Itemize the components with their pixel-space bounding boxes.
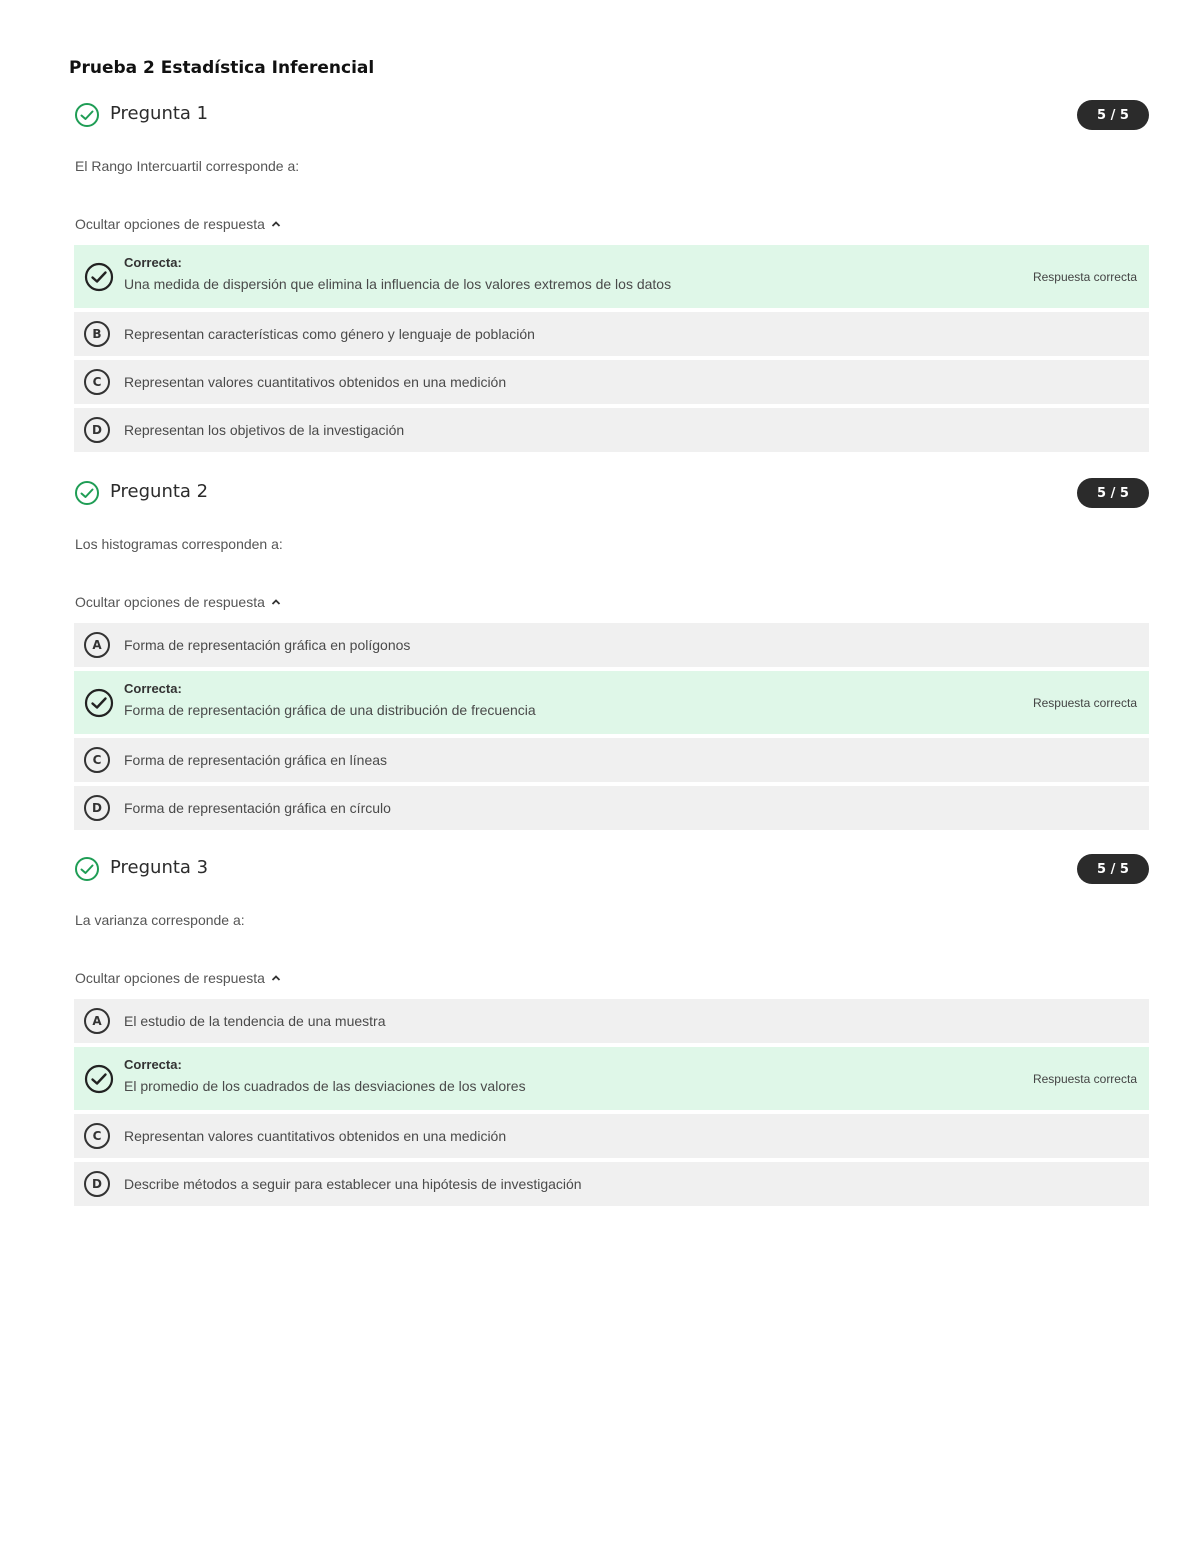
option-text: El promedio de los cuadrados de las desviaciones de los valores <box>124 1078 526 1094</box>
option-text: Describe métodos a seguir para establecer una hipótesis de investigación <box>124 1176 582 1192</box>
score-badge: 5 / 5 <box>1077 478 1149 508</box>
question-2 <box>74 478 1149 816</box>
question-1 <box>74 100 1149 438</box>
option-letter-icon: B <box>84 321 110 347</box>
check-circle-icon <box>84 1064 114 1094</box>
option-letter-icon: D <box>84 795 110 821</box>
toggle-options-button[interactable] <box>75 594 281 610</box>
correct-tag: Correcta: <box>124 255 182 270</box>
page-title: Prueba 2 Estadística Inferencial <box>69 58 375 78</box>
check-circle-icon <box>84 262 114 292</box>
score-badge: 5 / 5 <box>1077 100 1149 130</box>
check-circle-icon <box>74 102 100 128</box>
question-text: El Rango Intercuartil corresponde a: <box>75 158 300 174</box>
question-text: Los histogramas corresponden a: <box>75 536 283 552</box>
chevron-up-icon <box>271 974 281 982</box>
toggle-options-label: Ocultar opciones de respuesta <box>75 594 265 610</box>
option-letter-icon: A <box>84 1008 110 1034</box>
correct-answer-content <box>124 681 536 718</box>
option-text: Forma de representación gráfica en círculo <box>124 800 391 816</box>
answer-option-correct[interactable] <box>74 245 1149 308</box>
correct-answer-flag: Respuesta correcta <box>1032 269 1137 284</box>
correct-tag: Correcta: <box>124 681 182 696</box>
option-text: Representan valores cuantitativos obtenidos en una medición <box>124 1128 507 1144</box>
answer-option[interactable] <box>74 999 1149 1043</box>
check-circle-icon <box>74 480 100 506</box>
option-text: El estudio de la tendencia de una muestra <box>124 1013 386 1029</box>
answer-option[interactable] <box>74 408 1149 452</box>
question-header <box>74 100 1149 132</box>
toggle-options-label: Ocultar opciones de respuesta <box>75 970 265 986</box>
correct-answer-content <box>124 1057 526 1094</box>
correct-answer-flag: Respuesta correcta <box>1032 695 1137 710</box>
question-header <box>74 478 1149 510</box>
option-text: Forma de representación gráfica en líneas <box>124 752 388 768</box>
answer-options <box>74 623 1149 834</box>
option-text: Representan los objetivos de la investigación <box>124 422 405 438</box>
toggle-options-label: Ocultar opciones de respuesta <box>75 216 265 232</box>
answer-option[interactable] <box>74 786 1149 830</box>
toggle-options-button[interactable] <box>75 216 281 232</box>
option-text: Forma de representación gráfica en polígonos <box>124 637 411 653</box>
answer-option[interactable] <box>74 623 1149 667</box>
answer-option[interactable] <box>74 312 1149 356</box>
score-badge: 5 / 5 <box>1077 854 1149 884</box>
answer-option[interactable] <box>74 1162 1149 1206</box>
option-text: Forma de representación gráfica de una distribución de frecuencia <box>124 702 536 718</box>
answer-options <box>74 999 1149 1210</box>
option-text: Una medida de dispersión que elimina la influencia de los valores extremos de los datos <box>124 276 672 292</box>
question-label: Pregunta 1 <box>110 103 209 124</box>
check-circle-icon <box>74 856 100 882</box>
answer-option[interactable] <box>74 1114 1149 1158</box>
correct-tag: Correcta: <box>124 1057 182 1072</box>
option-letter-icon: C <box>84 369 110 395</box>
option-text: Representan valores cuantitativos obtenidos en una medición <box>124 374 507 390</box>
question-label: Pregunta 3 <box>110 857 209 878</box>
option-letter-icon: C <box>84 1123 110 1149</box>
answer-option-correct[interactable] <box>74 1047 1149 1110</box>
question-label: Pregunta 2 <box>110 481 209 502</box>
option-text: Representan características como género y lenguaje de población <box>124 326 535 342</box>
answer-options <box>74 245 1149 456</box>
option-letter-icon: A <box>84 632 110 658</box>
answer-option-correct[interactable] <box>74 671 1149 734</box>
option-letter-icon: D <box>84 417 110 443</box>
toggle-options-button[interactable] <box>75 970 281 986</box>
check-circle-icon <box>84 688 114 718</box>
option-letter-icon: D <box>84 1171 110 1197</box>
question-text: La varianza corresponde a: <box>75 912 245 928</box>
answer-option[interactable] <box>74 738 1149 782</box>
correct-answer-flag: Respuesta correcta <box>1032 1071 1137 1086</box>
question-header <box>74 854 1149 886</box>
chevron-up-icon <box>271 598 281 606</box>
option-letter-icon: C <box>84 747 110 773</box>
question-3 <box>74 854 1149 1192</box>
chevron-up-icon <box>271 220 281 228</box>
answer-option[interactable] <box>74 360 1149 404</box>
correct-answer-content <box>124 255 671 292</box>
